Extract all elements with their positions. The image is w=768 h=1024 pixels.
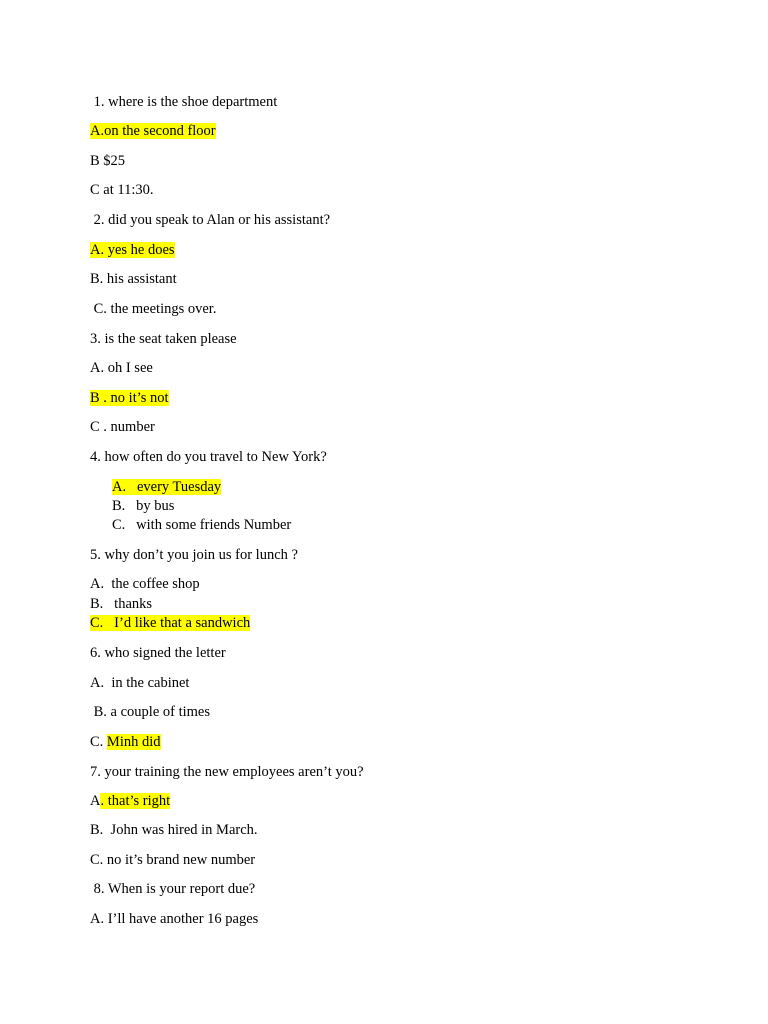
- option-prefix: C.: [90, 734, 107, 750]
- highlighted-answer: A. every Tuesday: [112, 479, 222, 495]
- q3-option-b: [90, 390, 169, 407]
- question-8: 8. When is your report due?: [90, 881, 256, 897]
- q1-option-c: C at 11:30.: [90, 182, 154, 198]
- q6-option-b: B. a couple of times: [90, 704, 211, 720]
- highlighted-prefix: C.: [90, 615, 115, 631]
- q6-option-a: A. in the cabinet: [90, 675, 190, 691]
- question-7: 7. your training the new employees aren’t you?: [90, 764, 364, 780]
- q3-option-c: C . number: [90, 419, 155, 435]
- q7-option-a: [90, 793, 170, 810]
- q7-option-b: B. John was hired in March.: [90, 822, 258, 838]
- question-4: 4. how often do you travel to New York?: [90, 449, 327, 465]
- highlighted-answer: A. yes he does: [90, 242, 175, 258]
- q5-option-b: B. thanks: [90, 596, 153, 612]
- highlighted-answer: B . no it’s not: [90, 390, 169, 406]
- q5-option-a: A. the coffee shop: [90, 576, 200, 592]
- q3-option-a: A. oh I see: [90, 360, 153, 376]
- q6-option-c: [90, 734, 161, 751]
- q2-option-c: C. the meetings over.: [90, 301, 217, 317]
- q2-option-b: B. his assistant: [90, 271, 177, 287]
- question-6: 6. who signed the letter: [90, 645, 226, 661]
- q1-option-b: B $25: [90, 153, 126, 169]
- q4-option-a: [112, 479, 221, 496]
- q5-option-c: [90, 615, 250, 632]
- highlighted-answer: I’d like that a sandwich: [114, 615, 251, 631]
- q1-option-a: [90, 123, 216, 140]
- highlighted-answer: Minh did: [106, 734, 161, 750]
- q4-option-c: C. with some friends Number: [112, 517, 292, 533]
- question-2: 2. did you speak to Alan or his assistant?: [90, 212, 331, 228]
- q7-option-c: C. no it’s brand new number: [90, 852, 256, 868]
- q2-option-a: [90, 242, 175, 259]
- q4-option-b: B. by bus: [112, 498, 175, 514]
- highlighted-answer: A.on the second floor: [90, 123, 216, 139]
- option-prefix: A: [90, 793, 101, 809]
- highlighted-answer: . that’s right: [100, 793, 171, 809]
- question-5: 5. why don’t you join us for lunch ?: [90, 547, 298, 563]
- question-1: 1. where is the shoe department: [90, 94, 278, 110]
- question-3: 3. is the seat taken please: [90, 331, 237, 347]
- q8-option-a: A. I’ll have another 16 pages: [90, 911, 259, 927]
